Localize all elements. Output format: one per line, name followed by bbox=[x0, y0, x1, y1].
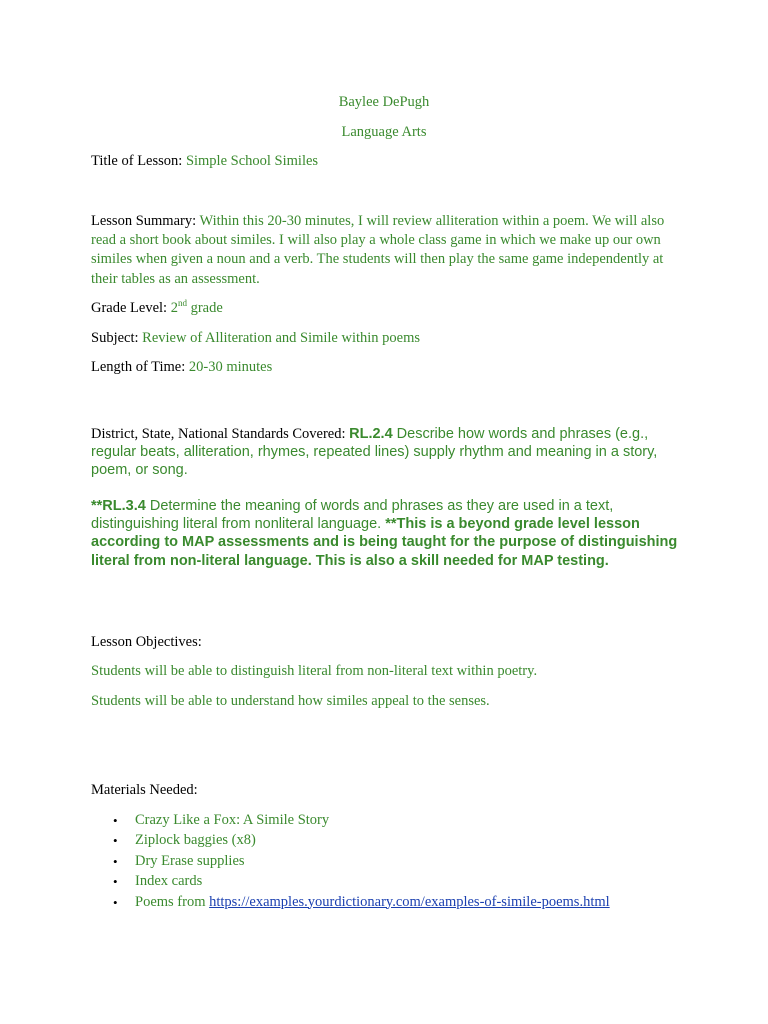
list-item bbox=[91, 893, 711, 913]
standard-1-text: Describe how words and phrases (e.g., regular beats, alliteration, rhymes, repeated lines) supply rhythm and meaning in a story, poem, or song. bbox=[91, 426, 658, 479]
bullet-icon: • bbox=[113, 874, 118, 890]
objective-item: Students will be able to distinguish literal from non-literal text within poetry. bbox=[91, 663, 538, 679]
list-item bbox=[91, 872, 711, 892]
length-of-time bbox=[91, 358, 681, 377]
poems-link[interactable]: https://examples.yourdictionary.com/examples-of-simile-poems.html bbox=[209, 893, 610, 910]
material-text: Ziplock baggies (x8) bbox=[135, 832, 256, 849]
bullet-icon: • bbox=[113, 853, 118, 869]
grade-suffix: nd bbox=[177, 298, 187, 308]
material-text: Dry Erase supplies bbox=[135, 852, 245, 869]
summary-value: Within this 20-30 minutes, I will review alliteration within a poem. We will also read a short book about similes. I will also play a whole class game in which we make up our own similes when given a noun and a verb. The students will then play the same game independently at their tables as an assessment. bbox=[91, 213, 665, 287]
standards-covered bbox=[91, 425, 681, 480]
bullet-icon: • bbox=[113, 833, 118, 849]
bullet-icon: • bbox=[113, 813, 118, 828]
subject-line bbox=[91, 329, 681, 348]
author-name: Baylee DePugh bbox=[338, 94, 430, 110]
standard-2 bbox=[91, 497, 681, 570]
title-value: Simple School Similes bbox=[185, 153, 319, 169]
material-text: Poems from bbox=[135, 893, 210, 910]
list-item bbox=[91, 852, 711, 872]
length-value: 20-30 minutes bbox=[188, 359, 273, 375]
length-label: Length of Time: bbox=[91, 359, 189, 375]
standard-2-code: RL.3.4 bbox=[102, 498, 146, 514]
standard-1-code: RL.2.4 bbox=[349, 426, 393, 442]
objectives-label: Lesson Objectives: bbox=[91, 634, 202, 650]
title-of-lesson bbox=[91, 152, 681, 171]
grade-level bbox=[91, 299, 681, 318]
grade-number: 2 bbox=[170, 300, 178, 316]
objective-item: Students will be able to understand how similes appeal to the senses. bbox=[91, 693, 490, 709]
grade-label: Grade Level: bbox=[91, 300, 171, 316]
standard-2-note: **This is a beyond grade level lesson according to MAP assessments and is being taught for the purpose of distinguishing literal from non-literal language. This is also a skill needed for MAP testing. bbox=[91, 516, 678, 569]
material-text: Crazy Like a Fox: A Simile Story bbox=[135, 812, 330, 828]
standards-label: District, State, National Standards Covered: bbox=[91, 426, 350, 442]
standard-2-prefix: ** bbox=[91, 498, 103, 514]
title-label: Title of Lesson: bbox=[91, 153, 186, 169]
list-item bbox=[91, 831, 711, 851]
subject-label: Subject: bbox=[91, 330, 143, 346]
lesson-summary bbox=[91, 212, 681, 289]
material-text: Index cards bbox=[135, 873, 203, 890]
bullet-icon: • bbox=[113, 894, 118, 910]
subject-value: Review of Alliteration and Simile within poems bbox=[142, 330, 421, 346]
materials-list bbox=[91, 811, 711, 913]
materials-label: Materials Needed: bbox=[91, 782, 198, 798]
standard-2-text: Determine the meaning of words and phrases as they are used in a text, distinguishing literal from nonliteral language. bbox=[91, 498, 614, 533]
summary-label: Lesson Summary: bbox=[91, 213, 200, 229]
list-item bbox=[91, 811, 711, 831]
grade-word: grade bbox=[186, 300, 223, 316]
course-name: Language Arts bbox=[341, 124, 427, 140]
